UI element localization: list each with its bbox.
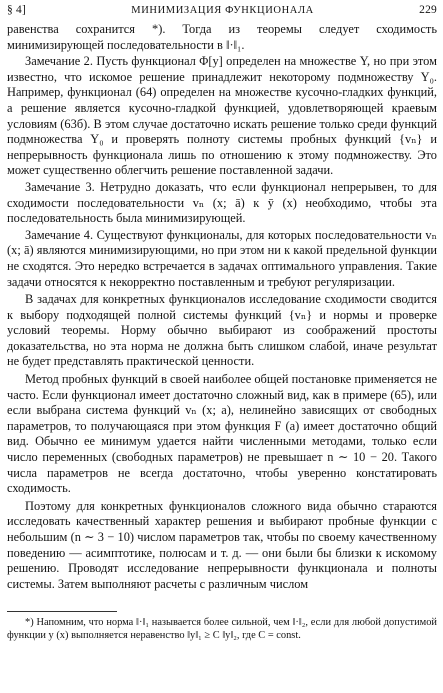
- running-title: МИНИМИЗАЦИЯ ФУНКЦИОНАЛА: [131, 5, 314, 16]
- paragraph-convergence: В задачах для конкретных функционалов исследование сходимости сводится к выбору подходящей полной системы функций {vₙ} и нормы и проверке условий теоремы. Норму обычно выбирают из соображений простоты доказательства, но эта норма не должна быть слишком слабой, иначе результат не будет представлять практической ценности.: [7, 292, 437, 369]
- footnote: *) Напомним, что норма ‖·‖₁ называется более сильной, чем ‖·‖₂, если для любой допустимой функции y (x) выполняется неравенство ‖y‖₁ ≥ C ‖y‖₂, где C = const.: [7, 617, 437, 642]
- section-marker: § 4]: [7, 4, 27, 16]
- remark-4: Замечание 4. Существуют функционалы, для которых последовательности vₙ (x; ā) являются минимизирующими, но при этом ни к какой предельной функции не сходятся. Это нередко встречается в задачах оптимального управления. Такие задачи относятся к некорректно поставленным и требуют регуляризации.: [7, 227, 437, 289]
- footnote-rule: [7, 611, 117, 612]
- paragraph-complex-functionals: Поэтому для конкретных функционалов сложного вида обычно стараются исследовать качественный характер решения и выбирают пробные функции с небольшим (n ∼ 3 − 10) числом параметров так, чтобы по своему качественному поведению — асимптотике, полюсам и т. д. — они были бы близки к искомому решению. Проводят исследование непрерывности функционала и полноты системы. Затем выполняют расчеты с различным числом: [7, 498, 437, 591]
- remark-2: Замечание 2. Пусть функционал Φ[y] определен на множестве Y, но при этом известно, что искомое решение принадлежит некоторому подмножеству Y₀. Например, функционал (64) определен на множестве кусочно-гладких функций, а решение является кусочно-гладкой функцией, удовлетворяющей краевым условиям (63б). В этом случае достаточно искать решение только среди функций подмножества Y₀ и проверять полноту системы пробных функций {vₙ} и непрерывность функционала лишь по отношению к этому подмножеству. Это может существенно облегчить решение поставленной задачи.: [7, 54, 437, 178]
- paragraph-trial-functions: Метод пробных функций в своей наиболее общей постановке применяется не часто. Если функционал имеет достаточно сложный вид, как в примере (65), или если выбрана система функций vₙ (x; a), нелинейно зависящих от свободных параметров, то получающаяся при этом функция F (a) имеет достаточно общий вид. Обычно ее минимум удается найти численными методами, только если число переменных (свободных параметров) не превышает n ∼ 10 − 20. Такого числа параметров не всегда достаточно, чтобы уверенно констатировать сходимость.: [7, 372, 437, 496]
- running-header: [7, 4, 437, 22]
- remark-3: Замечание 3. Нетрудно доказать, что если функционал непрерывен, то для сходимости последовательности vₙ (x; ā) к ȳ (x) необходимо, чтобы эта последовательность была минимизирующей.: [7, 179, 437, 226]
- paragraph-continuation: равенства сохранится *). Тогда из теоремы следует сходимость минимизирующей последовательности в ‖·‖₁.: [7, 22, 437, 52]
- page-number: 229: [419, 4, 437, 16]
- page-body: [7, 22, 437, 592]
